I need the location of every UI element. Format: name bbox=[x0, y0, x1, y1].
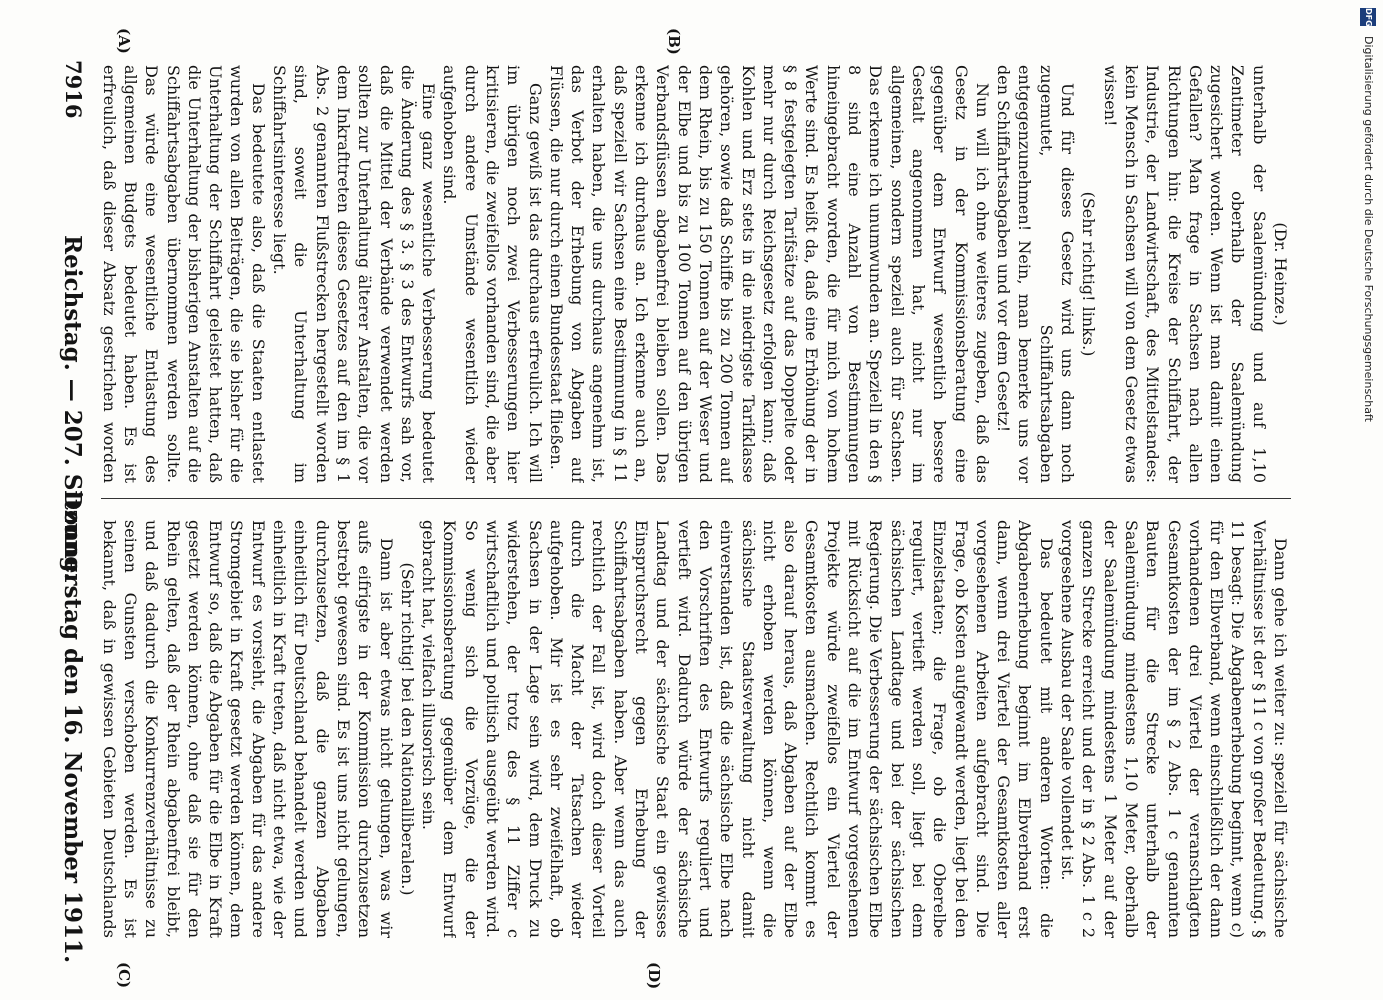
left-text-column bbox=[99, 65, 1291, 483]
paragraph: Dann gehe ich weiter zu: speziell für sächsische Verhältnisse ist der § 11 c von großer Bedeutung. § 11 besagt: Die Abgabenerhebung beginnt, wenn c) für den Elbverband, wenn einschließlich der dann vorhandenen drei Viertel der veranschlagten Gesamtkosten der im § 2 Abs. 1 c genannten Bauten für die Strecke unterhalb der Saalemündung mindestens 1,10 Meter, oberhalb der Saalemündung mindestens 1 Meter auf der ganzen Strecke erreicht und der in § 2 Abs. 1 c 2 vorgesehene Ausbau der Saale vollendet ist. bbox=[1058, 520, 1290, 938]
running-title: Reichstag. — 207. Sitzung. bbox=[59, 235, 86, 581]
page-number: 7916 bbox=[61, 60, 86, 119]
margin-marker-c: (C) bbox=[115, 962, 133, 989]
right-text-column bbox=[99, 520, 1291, 938]
paragraph: Das bedeutet mit anderen Worten: die Abgabenerhebung beginnt im Elbverband erst dann, wenn drei Viertel der Gesamtkosten aller vorgesehenen Arbeiten aufgebracht sind. Die Frage, ob Kosten aufgewandt werden, liegt bei den Einzelstaaten; die Frage, ob die Oberelbe reguliert, vertieft werden soll, liegt bei dem sächsischen Landtage und bei der sächsischen Regierung. Die Verbesserung der sächsischen Elbe mit Rücksicht auf die im Entwurf vorgesehenen Projekte würde zweifellos ein Viertel der Gesamtkosten ausmachen. Rechtlich kommt es also darauf heraus, daß Abgaben auf der Elbe nicht erhoben werden können, wenn die sächsische Staatsverwaltung nicht damit einverstanden ist, daß die sächsische Elbe nach den Vorschriften des Entwurfs reguliert und vertieft wird. Dadurch würde der sächsische Landtag und der sächsische Staat ein gewisses Einspruchsrecht gegen Erhebung der Schiffahrtsabgaben haben. Aber wenn das auch rechtlich der Fall ist, wird doch dieser Vorteil durch die Macht der Tatsachen wieder aufgehoben. Mir ist es sehr zweifelhaft, ob Sachsen in der Lage sein wird, dem Druck zu widerstehen, der trotz des § 11 Ziffer c wirtschaftlich und politisch ausgeübt werden wird. So wenig sich die Vorzüge, die der Kommissionsberatung gegenüber dem Entwurf gebracht hat, vielfach illusorisch sein. bbox=[419, 520, 1056, 938]
interjection: (Sehr richtig! bei den Nationalliberalen.) bbox=[397, 562, 417, 896]
paragraph: Und für dieses Gesetz wird uns dann noch zugemutet, Schiffahrtsabgaben entgegenzunehmen! Nein, man bemerke uns vor den Schiffahrtsabgaben und vor dem Gesetz! bbox=[994, 65, 1078, 483]
column-divider bbox=[101, 498, 1291, 499]
session-date: Donnerstag den 16. November 1911. bbox=[59, 490, 86, 964]
paragraph: Das bedeutete also, daß die Staaten entlastet wurden von allen Beiträgen, die sie bisher für die Unterhaltung der Schiffahrt geleistet hatten, daß die Unterhaltung der bisherigen Anstalten auf die Schiffahrtsabgaben übernommen werden sollte. Das würde eine wesentliche Entlastung des allgemeinen Budgets bedeutet haben. Es ist erfreulich, daß dieser Absatz gestrichen worden bbox=[99, 65, 268, 483]
speaker-name: (Dr. Heinze.) bbox=[1271, 222, 1290, 326]
paragraph: Nun will ich ohne weiteres zugeben, daß das Gesetz in der Kommissionsberatung eine gegenüber dem Entwurf wesentlich bessere Gestalt angenommen hat, nicht nur im allgemeinen, sondern speziell auch für Sachsen. Das erkenne ich unumwunden an. Speziell in den § 8 sind eine Anzahl von Bestimmungen hineingebracht worden, die für mich von hohem Werte sind. Es heißt da, daß eine Erhöhung der in § 8 festgelegten Tarifsätze auf das Doppelte oder mehr nur durch Reichsgesetz erfolgen kann; daß Kohlen und Erz stets in die niedrigste Tarifklasse gehören, sowie daß Schiffe bis zu 200 Tonnen auf dem Rhein, bis zu 150 Tonnen auf der Weser und der Elbe und bis zu 100 Tonnen auf den übrigen Verbandsflüssen abgabenfrei bleiben sollen. Das erkenne ich durchaus an. Ich erkenne auch an, daß speziell wir Sachsen eine Bestimmung in § 11 erhalten haben, die uns durchaus angenehm ist, das Verbot der Erhebung von Abgaben auf Flüssen, die nur durch einen Bundesstaat fließen. bbox=[546, 65, 992, 483]
margin-marker-d: (D) bbox=[645, 962, 663, 990]
margin-marker-a: (A) bbox=[115, 28, 133, 54]
digitization-footer bbox=[1357, 8, 1377, 998]
paragraph: unterhalb der Saalemündung und auf 1,10 Zentimeter oberhalb der Saalemündung zugesichert worden. Wenn ist man damit einen Gefallen? Man frage in Sachsen nach allen Richtungen hin: die Kreise der Schiffahrt, der Industrie, der Landwirtschaft, des Mittelstandes: kein Mensch in Sachsen will von dem Gesetz etwas wissen! bbox=[1100, 65, 1269, 483]
interjection: (Sehr richtig! links.) bbox=[1079, 191, 1099, 357]
funding-credit: Digitalisierung gefördert durch die Deutsche Forschungsgemeinschaft bbox=[1362, 36, 1375, 422]
dfg-logo-icon: DFG bbox=[1360, 8, 1376, 26]
margin-marker-b: (B) bbox=[665, 28, 683, 55]
paragraph: Ganz gewiß ist das durchaus erfreulich. Ich will im übrigen noch zwei Verbesserungen hier kritisieren, die zweifellos vorhanden sind, die aber durch andere Umstände wesentlich wieder aufgehoben sind. bbox=[440, 65, 545, 483]
paragraph: Dann ist aber etwas nicht gelungen, was wir aufs eifrigste in der Kommission durchzusetzen bestrebt gewesen sind. Es ist uns nicht gelungen, durchzusetzen, daß die ganzen Abgaben einheitlich für Deutschland behandelt werden und einheitlich in Kraft treten, daß nicht etwa, wie der Entwurf es vorsieht, die Abgaben für das andere Stromgebiet in Kraft gesetzt werden können, dem Entwurf so, daß die Abgaben für die Elbe in Kraft gesetzt werden können, ohne daß sie für den Rhein gelten, daß der Rhein abgabenfrei bleibt, und daß dadurch die Konkurrenzverhältnisse zu seinen Gunsten verschoben werden. Es ist bekannt, daß in gewissen Gebieten Deutschlands bbox=[99, 520, 396, 938]
paragraph: Eine ganz wesentliche Verbesserung bedeutet die Änderung des § 3. § 3 des Entwurfs sah vor, daß die Mittel der Verbände verwendet werden sollten zur Unterhaltung älterer Anstalten, die vor dem Inkrafttreten dieses Gesetzes auf den im § 1 Abs. 2 genannten Flußstrecken hergestellt worden sind, soweit die Unterhaltung im Schiffahrtsinteresse liegt. bbox=[270, 65, 439, 483]
page-header bbox=[44, 60, 86, 964]
